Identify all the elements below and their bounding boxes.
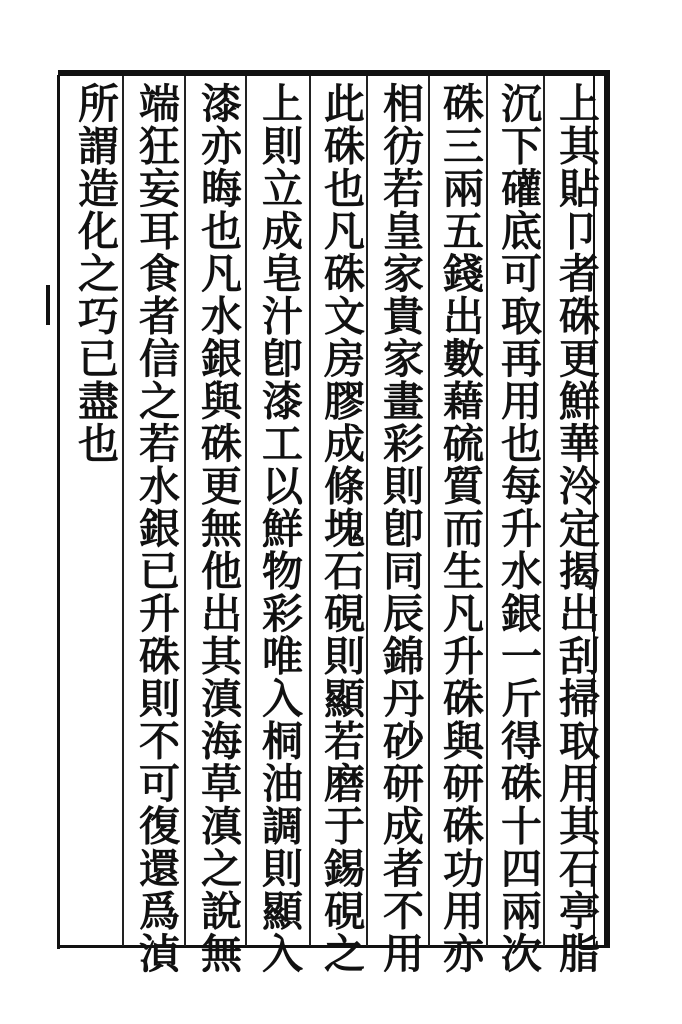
gutter-mark xyxy=(46,285,50,325)
column-rule xyxy=(184,76,186,946)
text-column-3: 硃三兩五錢出數藉硫質而生凡升硃與研硃功用亦 xyxy=(436,82,484,975)
frame-top-border xyxy=(58,70,610,76)
column-rule xyxy=(122,76,124,946)
column-rule xyxy=(428,76,430,946)
text-column-1: 上其貼卩者硃更鮮華泠定揭出刮掃取用其石亭脂 xyxy=(552,82,600,975)
text-column-7: 漆亦晦也凡水銀與硃更無他出其滇海草滇之說無 xyxy=(194,82,242,975)
text-column-5: 此硃也凡硃文房膠成條塊石硯則顯若磨于錫硯之 xyxy=(317,82,365,975)
text-column-6: 上則立成皂汁卽漆工以鮮物彩唯入桐油調則顯入 xyxy=(255,82,303,975)
text-column-2: 沉下礶底可取再用也每升水銀一斤得硃十四兩次 xyxy=(494,82,542,975)
frame-right-border xyxy=(604,70,610,948)
column-rule xyxy=(309,76,311,946)
text-column-4: 相彷若皇家貴家畫彩則卽同辰錦丹砂研成者不用 xyxy=(376,82,424,975)
frame-left-border xyxy=(57,75,60,949)
text-column-9: 所謂造化之巧已盡也 xyxy=(71,82,119,465)
column-rule xyxy=(245,76,247,946)
text-column-8: 端狂妄耳食者信之若水銀已升硃則不可復還爲湞 xyxy=(132,82,180,975)
